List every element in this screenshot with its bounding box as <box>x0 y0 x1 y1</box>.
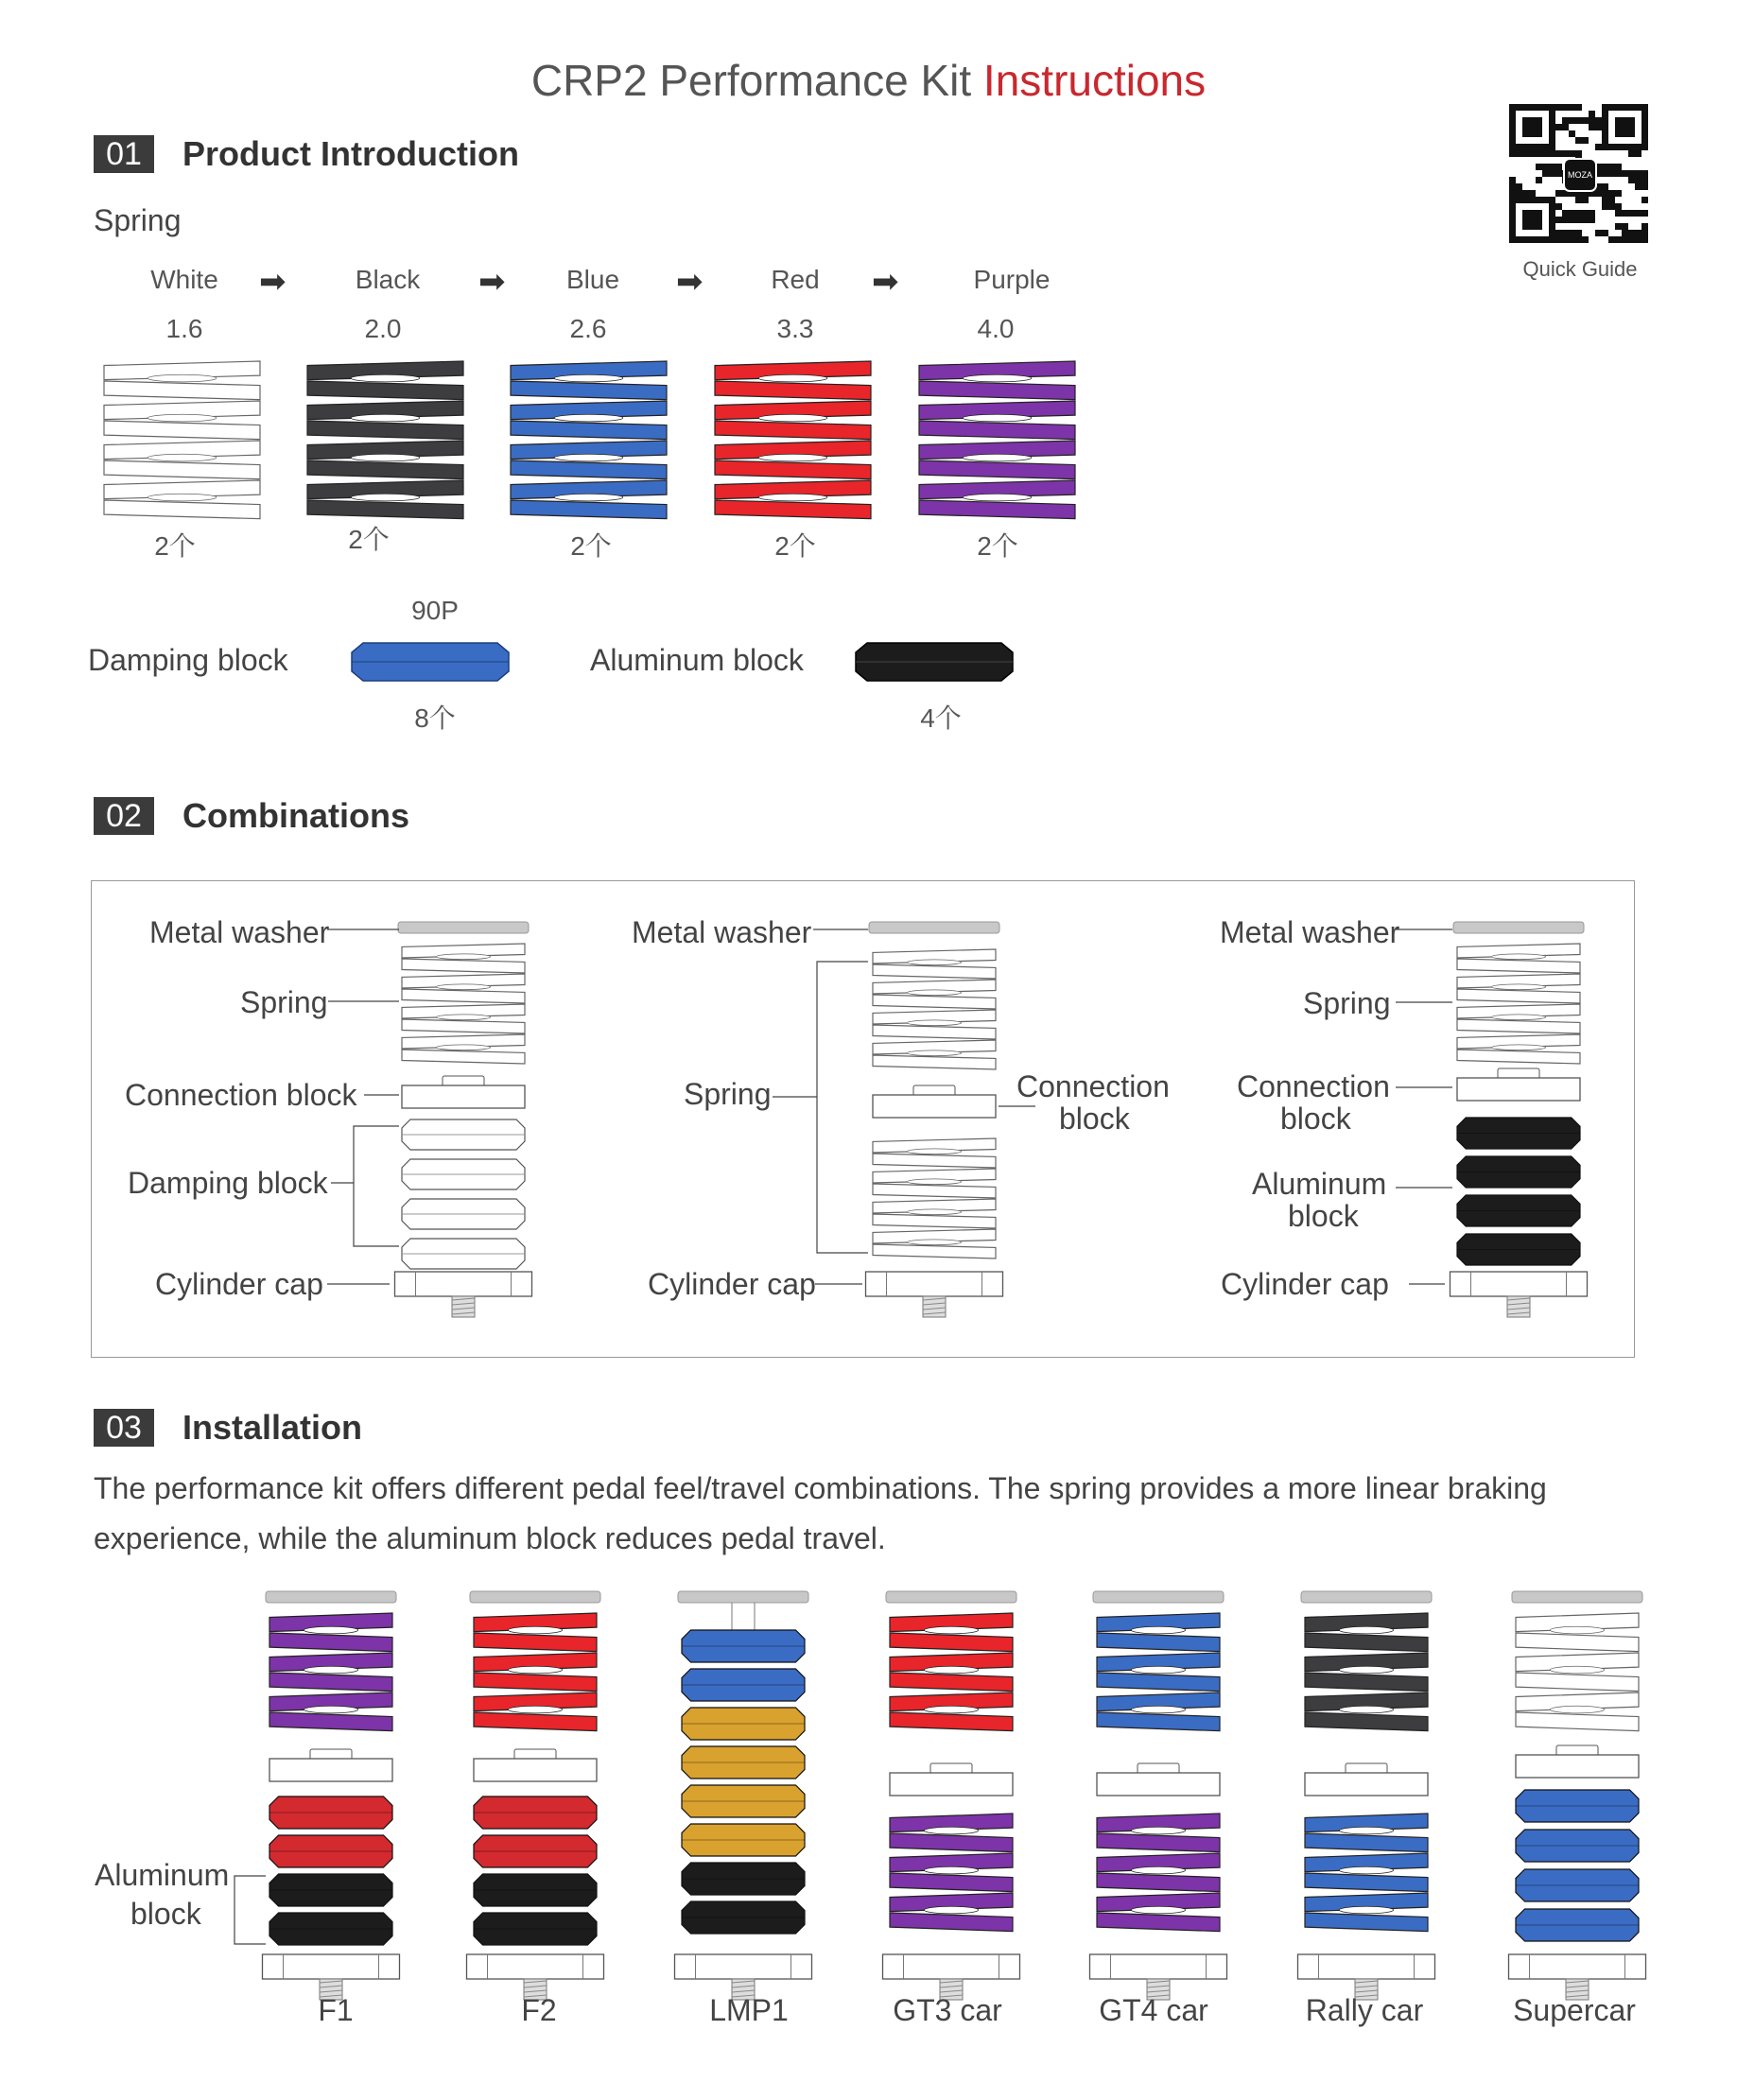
spring-coil-back <box>1305 1833 1428 1852</box>
spring-lower-rally <box>1305 1814 1428 1932</box>
damping-block-label: Damping block <box>88 643 288 677</box>
spring-count-red: 2个 <box>774 531 816 561</box>
combo-a-spring-label: Spring <box>240 985 328 1019</box>
aluminum-block-count: 4个 <box>920 703 962 733</box>
spring-gap <box>1550 1626 1604 1634</box>
spring-value-purple: 4.0 <box>977 314 1015 343</box>
spring-gap <box>924 1706 978 1713</box>
spring-gap <box>1131 1866 1185 1874</box>
config-label-lmp1: LMP1 <box>709 1993 789 2027</box>
spring-coil-back <box>1305 1633 1428 1652</box>
connection-supercar <box>1516 1755 1639 1778</box>
spring-gap <box>508 1666 562 1674</box>
spring-gap <box>304 1706 357 1713</box>
combo-c-connection-label-2: block <box>1280 1102 1351 1136</box>
combo-b-washer-label: Metal washer <box>632 915 812 949</box>
spring-name-blue: Blue <box>565 265 620 294</box>
spring-value-black: 2.0 <box>364 314 402 343</box>
spring-coil-back <box>890 1633 1013 1652</box>
section-number-03: 03 <box>94 1409 154 1447</box>
spring-f2 <box>474 1613 597 1731</box>
section-number-02: 02 <box>94 797 154 835</box>
arrow-right-icon: ➡ <box>259 264 287 300</box>
spring-f1 <box>269 1613 392 1731</box>
arrow-right-icon: ➡ <box>676 264 703 300</box>
spring-gap <box>1550 1706 1604 1713</box>
spring-coil-back <box>1305 1873 1428 1892</box>
spring-upper-gt4 <box>1097 1613 1220 1731</box>
spring-coil-back <box>269 1633 392 1652</box>
connection-gt3 <box>890 1773 1013 1796</box>
washer-supercar <box>1512 1591 1642 1603</box>
config-label-f1: F1 <box>318 1993 354 2027</box>
spring-coil-back <box>1516 1633 1639 1652</box>
spring-coil-back <box>1097 1833 1220 1852</box>
qr-caption: Quick Guide <box>1522 257 1638 281</box>
spring-coil-back <box>269 1712 392 1731</box>
combo-a-damping-label: Damping block <box>128 1166 328 1200</box>
spring-gap <box>1339 1827 1393 1834</box>
spring-coil-back <box>890 1673 1013 1692</box>
section-title-03: Installation <box>182 1408 363 1447</box>
spring-coil-back <box>1305 1673 1428 1692</box>
spring-gap <box>304 1666 357 1674</box>
section-number-01: 01 <box>94 135 154 173</box>
leader-aluminum-bracket <box>234 1876 266 1944</box>
combo-c-aluminum-label-2: block <box>1288 1199 1359 1233</box>
spring-value-blue: 2.6 <box>569 314 607 343</box>
washer-f1 <box>266 1591 396 1603</box>
spring-name-purple: Purple <box>973 265 1051 294</box>
config-label-supercar: Supercar <box>1513 1993 1636 2027</box>
damping-block-count: 8个 <box>414 703 456 733</box>
spring-gap <box>924 1906 978 1914</box>
combo-a-washer-label: Metal washer <box>149 915 330 949</box>
combo-b-spring-label: Spring <box>684 1077 772 1111</box>
spring-gap <box>508 1706 562 1713</box>
spring-coil-back <box>1305 1712 1428 1731</box>
spring-gap <box>1131 1827 1185 1834</box>
spring-coil-back <box>1516 1673 1639 1692</box>
washer-f2 <box>470 1591 600 1603</box>
damping-block-spec: 90P <box>411 596 459 625</box>
combo-b-connection-label-2: block <box>1059 1102 1130 1136</box>
spring-coil-back <box>890 1712 1013 1731</box>
arrow-right-icon: ➡ <box>872 264 899 300</box>
spring-gap <box>1339 1706 1393 1713</box>
qr-logo-text: MOZA <box>1568 170 1592 180</box>
combo-c-connection-label-1: Connection <box>1237 1069 1390 1103</box>
installation-description: The performance kit offers different pedal feel/travel combinations. The spring provides a more linear braking experience, while the aluminum block reduces pedal travel. <box>94 1471 1547 1555</box>
combo-c-cap-label: Cylinder cap <box>1221 1267 1389 1301</box>
section-title-01: Product Introduction <box>182 134 519 173</box>
page-title: CRP2 Performance Kit Instructions <box>530 56 1207 105</box>
combo-c-washer-label: Metal washer <box>1220 915 1400 949</box>
combo-b-connection-label-1: Connection <box>1016 1069 1170 1103</box>
washer-gt4 <box>1093 1591 1224 1603</box>
spring-heading: Spring <box>94 203 182 237</box>
connection-gt4 <box>1097 1773 1220 1796</box>
spring-coil-back <box>1097 1712 1220 1731</box>
combo-c-spring-label: Spring <box>1303 986 1391 1020</box>
combo-b-cap-label: Cylinder cap <box>648 1267 816 1301</box>
spring-gap <box>1131 1626 1185 1634</box>
section-title-02: Combinations <box>182 796 409 835</box>
spring-coil-back <box>1097 1873 1220 1892</box>
spring-gap <box>1339 1866 1393 1874</box>
spring-coil-back <box>890 1913 1013 1932</box>
config-label-f2: F2 <box>521 1993 557 2027</box>
config-label-gt3: GT3 car <box>893 1993 1002 2027</box>
spring-value-white: 1.6 <box>165 314 203 343</box>
spring-gap <box>1339 1626 1393 1634</box>
config-label-rally: Rally car <box>1305 1993 1424 2027</box>
spring-coil-back <box>1097 1913 1220 1932</box>
spring-gap <box>508 1626 562 1634</box>
spring-lower-gt4 <box>1097 1814 1220 1932</box>
spring-count-black: 2个 <box>348 525 390 554</box>
spring-gap <box>304 1626 357 1634</box>
title-accent: Instructions <box>982 56 1207 105</box>
spring-coil-back <box>474 1633 597 1652</box>
connection-f2 <box>474 1759 597 1781</box>
spring-value-red: 3.3 <box>776 314 814 343</box>
combo-c-aluminum-label-1: Aluminum <box>1252 1167 1387 1201</box>
spring-supercar <box>1516 1613 1639 1731</box>
spring-count-purple: 2个 <box>977 531 1018 561</box>
spring-coil-back <box>890 1873 1013 1892</box>
spring-coil-back <box>474 1712 597 1731</box>
washer-gt3 <box>886 1591 1016 1603</box>
combo-a-cap-label: Cylinder cap <box>155 1267 323 1301</box>
spring-coil-back <box>1305 1913 1428 1932</box>
spring-gap <box>1131 1666 1185 1674</box>
spring-gap <box>1131 1906 1185 1914</box>
washer-lmp1 <box>678 1591 808 1603</box>
spring-coil-back <box>269 1673 392 1692</box>
spring-coil-back <box>1516 1712 1639 1731</box>
spring-gap <box>924 1666 978 1674</box>
spring-count-blue: 2个 <box>570 531 612 561</box>
combo-a-connection-label: Connection block <box>125 1078 357 1112</box>
spring-coil-back <box>1097 1633 1220 1652</box>
spring-upper-rally <box>1305 1613 1428 1731</box>
spring-gap <box>924 1827 978 1834</box>
washer-rally <box>1301 1591 1432 1603</box>
spring-name-white: White <box>150 265 218 294</box>
aluminum-block-label: Aluminum block <box>590 643 804 677</box>
spring-upper-gt3 <box>890 1613 1013 1731</box>
spring-coil-back <box>890 1833 1013 1852</box>
installation-aluminum-label-2: block <box>130 1897 201 1931</box>
spring-coil-back <box>1097 1673 1220 1692</box>
spring-gap <box>1339 1906 1393 1914</box>
spring-gap <box>1550 1666 1604 1674</box>
spring-coil-back <box>474 1673 597 1692</box>
spring-gap <box>1339 1666 1393 1674</box>
spring-name-red: Red <box>771 265 820 294</box>
spring-gap <box>924 1626 978 1634</box>
installation-aluminum-label-1: Aluminum <box>95 1858 230 1892</box>
connection-f1 <box>269 1759 392 1781</box>
spring-gap <box>1131 1706 1185 1713</box>
spring-gap <box>924 1866 978 1874</box>
spring-count-white: 2个 <box>154 531 196 561</box>
arrow-right-icon: ➡ <box>478 264 506 300</box>
config-label-gt4: GT4 car <box>1099 1993 1208 2027</box>
connection-rally <box>1305 1773 1428 1796</box>
spring-lower-gt3 <box>890 1814 1013 1932</box>
spring-name-black: Black <box>355 265 421 294</box>
